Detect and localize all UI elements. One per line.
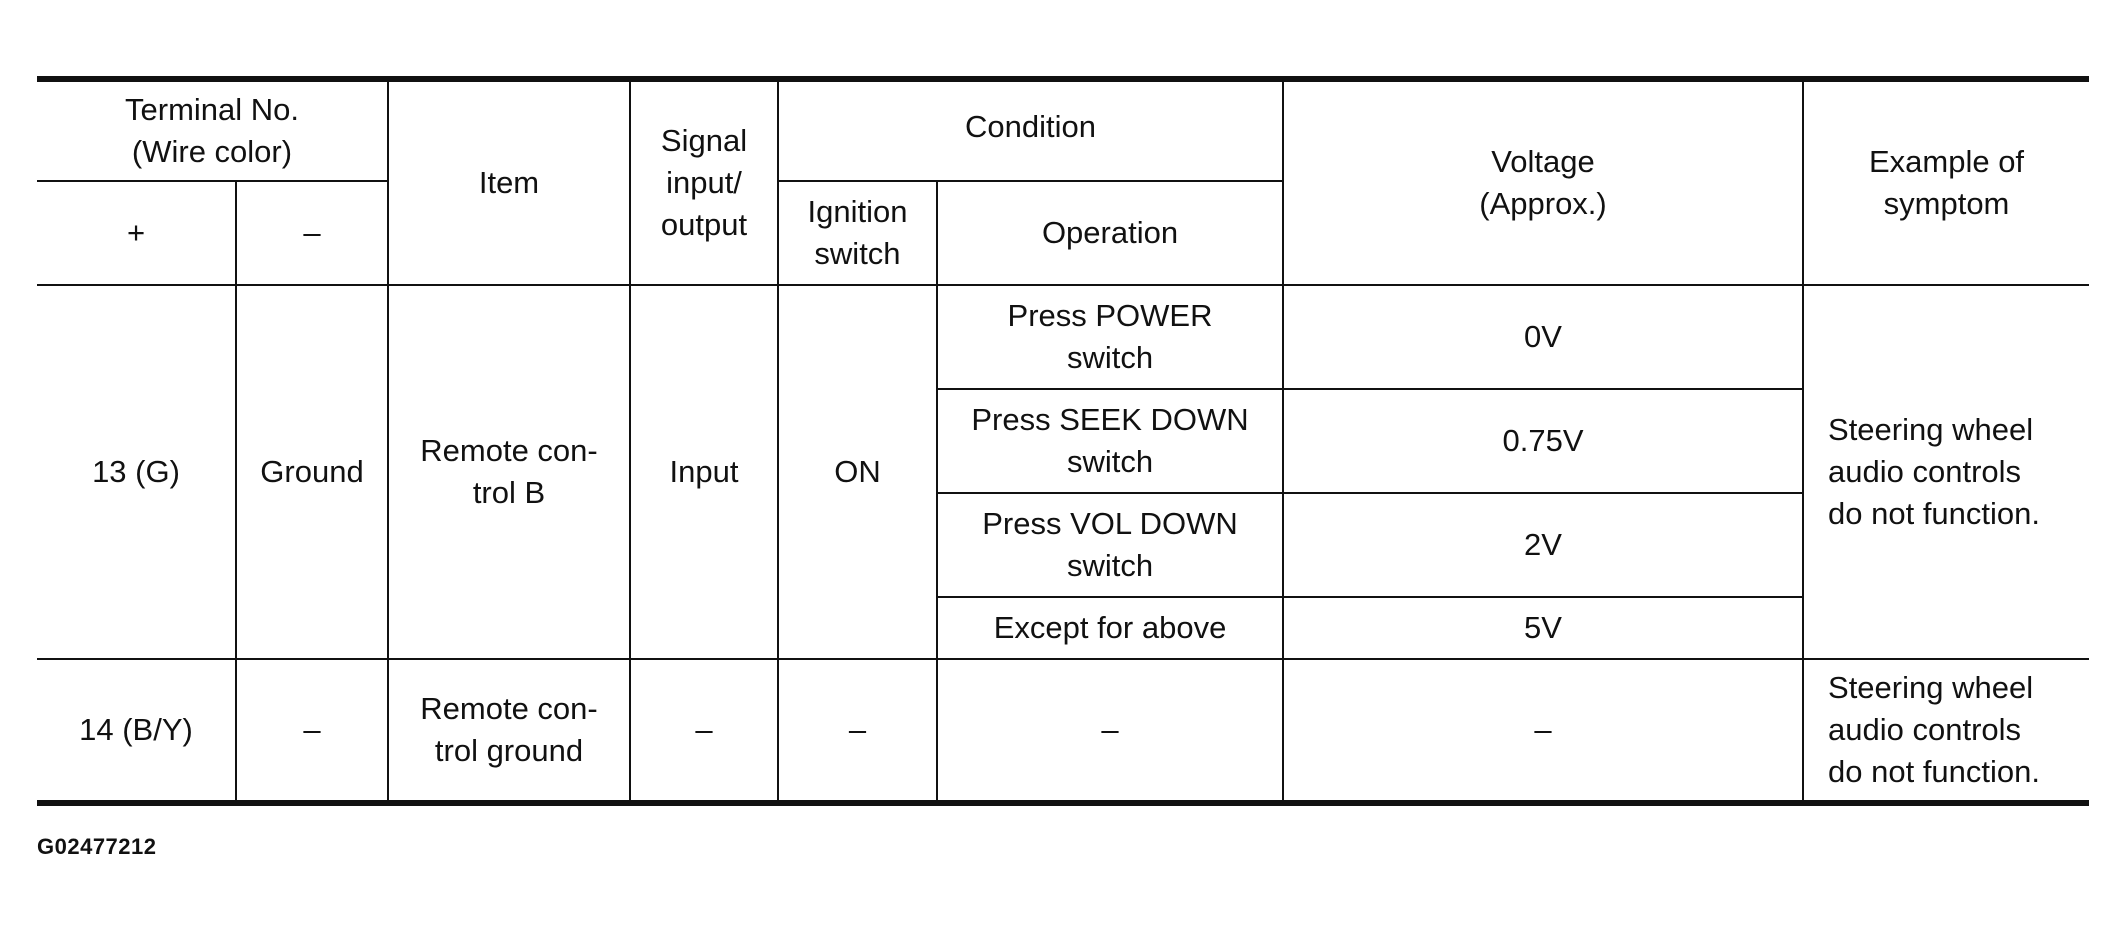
table-row xyxy=(37,285,2089,389)
ignition-cell: ON xyxy=(778,285,937,659)
voltage-cell: 2V xyxy=(1283,493,1803,597)
symptom-cell: Steering wheel audio controls do not function. xyxy=(1803,659,2089,803)
operation-cell: Press SEEK DOWN switch xyxy=(937,389,1283,493)
symptom-header: Example of symptom xyxy=(1803,79,2089,285)
operation-cell: Press POWER switch xyxy=(937,285,1283,389)
symptom-cell: Steering wheel audio controls do not function. xyxy=(1803,285,2089,659)
voltage-cell: 0.75V xyxy=(1283,389,1803,493)
item-cell: Remote con- trol B xyxy=(388,285,630,659)
operation-cell: Press VOL DOWN switch xyxy=(937,493,1283,597)
voltage-cell: – xyxy=(1283,659,1803,803)
voltage-cell: 0V xyxy=(1283,285,1803,389)
ignition-cell: – xyxy=(778,659,937,803)
voltage-cell: 5V xyxy=(1283,597,1803,659)
signal-header: Signal input/ output xyxy=(630,79,778,285)
terminal-plus-cell: 13 (G) xyxy=(37,285,236,659)
item-header: Item xyxy=(388,79,630,285)
terminal-spec-document xyxy=(37,76,2089,806)
ignition-header: Ignition switch xyxy=(778,181,937,285)
condition-header: Condition xyxy=(778,79,1283,181)
terminal-plus-header: + xyxy=(37,181,236,285)
signal-cell: – xyxy=(630,659,778,803)
table-row xyxy=(37,659,2089,803)
terminal-minus-cell: Ground xyxy=(236,285,388,659)
operation-cell: – xyxy=(937,659,1283,803)
signal-cell: Input xyxy=(630,285,778,659)
voltage-header: Voltage (Approx.) xyxy=(1283,79,1803,285)
terminal-minus-header: – xyxy=(236,181,388,285)
header-row-1 xyxy=(37,79,2089,181)
terminal-plus-cell: 14 (B/Y) xyxy=(37,659,236,803)
terminal-spec-table xyxy=(37,76,2089,806)
terminal-minus-cell: – xyxy=(236,659,388,803)
operation-cell: Except for above xyxy=(937,597,1283,659)
item-cell: Remote con- trol ground xyxy=(388,659,630,803)
figure-code: G02477212 xyxy=(37,834,157,859)
terminal-header: Terminal No. (Wire color) xyxy=(37,79,388,181)
operation-header: Operation xyxy=(937,181,1283,285)
